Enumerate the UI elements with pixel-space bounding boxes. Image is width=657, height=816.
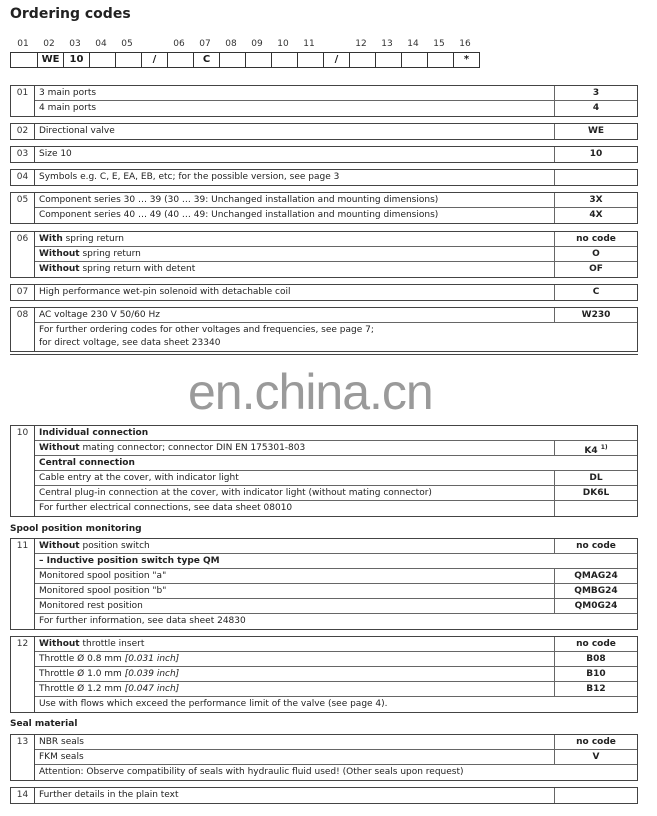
code-value [554,599,637,613]
block-number: 14 [11,788,35,803]
code-value [554,147,637,162]
row-description [39,652,179,666]
code-cell: WE [37,53,63,67]
code-row [35,285,637,300]
description-text: Size 10 [39,149,72,159]
code-text: 10 [589,149,603,159]
code-cell [427,53,453,67]
block-number: 08 [11,308,35,351]
code-block-07 [10,284,638,301]
row-description [39,750,84,764]
row-description [39,637,144,651]
code-row [35,456,637,471]
row-description [39,124,115,138]
emphasis-text: Without [39,541,80,551]
description-text: throttle insert [79,639,145,649]
code-text: OF [589,264,603,274]
inch-value: [0.039 inch] [124,669,180,679]
row-description [39,147,72,161]
code-text: WE [587,126,605,136]
code-block-06 [10,231,638,278]
row-description [39,554,220,568]
code-row [35,569,637,584]
code-text: 4 [592,103,600,113]
block-number: 10 [11,426,35,516]
code-cell [89,53,115,67]
description-text: Throttle Ø 1.0 mm [39,669,125,679]
code-value [554,652,637,666]
code-text: no code [576,737,616,747]
code-cell [349,53,375,67]
code-row [35,170,637,185]
row-description [39,441,305,455]
code-row [35,232,637,247]
row-description [39,247,141,261]
code-row [35,599,637,614]
description-text: For further information, see data sheet 24830 [39,616,246,626]
row-description [39,682,179,696]
description-text: spring return [62,234,124,244]
code-row [35,426,637,441]
code-text: DK6L [582,488,610,498]
code-row [35,441,637,456]
description-text: Further details in the plain text [39,790,179,800]
ordering-code-grid [10,52,480,68]
code-cell [271,53,297,67]
description-text: Attention: Observe compatibility of seals with hydraulic fluid used! (Other seals upon request) [39,767,464,777]
row-description [39,456,135,470]
code-text: B12 [586,684,606,694]
code-text: QMAG24 [574,571,618,581]
position-number: 01 [17,39,29,49]
position-number: 10 [277,39,289,49]
row-heading: Individual connection [39,428,149,438]
block-number: 02 [11,124,35,139]
code-row [35,323,637,351]
position-number: 11 [303,39,315,49]
code-value [554,170,637,185]
code-row [35,697,637,712]
code-value [554,232,637,246]
position-number: 03 [69,39,81,49]
block-number: 03 [11,147,35,162]
code-value [554,124,637,139]
code-text: 3 [592,88,600,98]
code-value [554,101,637,116]
code-value [554,539,637,553]
row-description [39,667,179,681]
code-text: V [592,752,600,762]
description-text: spring return with detent [79,264,196,274]
watermark-text: en.china.cn [188,364,433,420]
code-block-08 [10,307,638,352]
code-value [554,750,637,764]
code-text: B08 [586,654,606,664]
code-block-03 [10,146,638,163]
code-value [554,788,637,803]
position-number: 16 [459,39,471,49]
code-value [554,308,637,322]
code-value [554,667,637,681]
code-block-10 [10,425,638,517]
code-text: no code [576,639,616,649]
code-row [35,788,637,803]
position-number: 08 [225,39,237,49]
code-row [35,614,637,629]
description-text: Central plug-in connection at the cover, with indicator light (without mating connector) [39,488,432,498]
code-text: O [592,249,600,259]
code-row [35,486,637,501]
code-value [554,486,637,500]
code-cell: / [323,53,349,67]
code-block-04 [10,169,638,186]
code-block-01 [10,85,638,117]
row-description [39,539,150,553]
watermark [0,355,657,425]
row-description [39,170,339,184]
code-value [554,471,637,485]
code-value [554,247,637,261]
row-description [39,426,148,440]
code-value [554,584,637,598]
code-block-14 [10,787,638,804]
row-heading: Central connection [39,458,135,468]
row-description [39,86,96,100]
code-text: W230 [581,310,611,320]
row-description [39,285,291,299]
block-number: 04 [11,170,35,185]
row-description [39,788,179,802]
code-row [35,750,637,765]
code-text: 4X [589,210,603,220]
code-value [554,193,637,207]
description-text: For further ordering codes for other voltages and frequencies, see page 7; [39,325,374,335]
block-number: 05 [11,193,35,223]
block-number: 12 [11,637,35,712]
row-heading: – Inductive position switch type QM [39,556,220,566]
code-block-11 [10,538,638,630]
row-description [39,735,84,749]
code-value [554,501,637,516]
description-text: Throttle Ø 1.2 mm [39,684,125,694]
code-row [35,147,637,162]
position-number: 15 [433,39,445,49]
row-description [39,765,464,779]
code-value [554,637,637,651]
position-number: 07 [199,39,211,49]
code-row [35,667,637,682]
description-text: 4 main ports [39,103,97,113]
position-number: 12 [355,39,367,49]
code-position-numbers [10,39,478,51]
description-text: Directional valve [39,126,115,136]
emphasis-text: Without [39,249,80,259]
code-value [554,441,637,455]
description-text: mating connector; connector DIN EN 175301-803 [79,443,306,453]
code-value [554,262,637,277]
code-row [35,765,637,780]
emphasis-text: Without [39,443,80,453]
code-row [35,652,637,667]
code-text: DL [589,473,603,483]
code-row [35,584,637,599]
description-text: Component series 30 … 39 (30 … 39: Unchanged installation and mounting dimensions) [39,195,439,205]
code-row [35,637,637,652]
code-row [35,208,637,223]
code-text: no code [576,234,616,244]
page-title: Ordering codes [10,6,131,22]
code-cell [11,53,37,67]
code-cell: 10 [63,53,89,67]
code-row [35,101,637,116]
code-cell [115,53,141,67]
block-number: 07 [11,285,35,300]
row-description [39,569,166,583]
code-row [35,735,637,750]
row-description [39,584,166,598]
code-cell [375,53,401,67]
description-text: High performance wet-pin solenoid with detachable coil [39,287,291,297]
description-text: position switch [79,541,150,551]
code-text: B10 [586,669,606,679]
section-label-seal-material: Seal material [10,719,78,729]
row-description [39,308,160,322]
emphasis-text: With [39,234,63,244]
row-description [39,193,438,207]
description-text-line2: for direct voltage, see data sheet 23340 [39,338,221,348]
code-cell [245,53,271,67]
code-block-05 [10,192,638,224]
code-block-02 [10,123,638,140]
code-row [35,124,637,139]
code-row [35,539,637,554]
description-text: Component series 40 … 49 (40 … 49: Unchanged installation and mounting dimensions) [39,210,439,220]
block-number: 06 [11,232,35,277]
row-description [39,324,374,350]
inch-value: [0.047 inch] [124,684,180,694]
code-row [35,554,637,569]
position-number: 04 [95,39,107,49]
block-number: 13 [11,735,35,780]
row-description [39,471,239,485]
description-text: AC voltage 230 V 50/60 Hz [39,310,160,320]
emphasis-text: Without [39,264,80,274]
row-description [39,501,292,515]
description-text: NBR seals [39,737,84,747]
section-label-spool-monitoring: Spool position monitoring [10,524,142,534]
code-cell: / [141,53,167,67]
code-row [35,247,637,262]
code-row [35,308,637,323]
description-text: Cable entry at the cover, with indicator light [39,473,239,483]
code-text: QM0G24 [574,601,618,611]
position-number: 09 [251,39,263,49]
position-number: 06 [173,39,185,49]
code-text: 3X [589,195,603,205]
code-row [35,262,637,277]
row-description [39,101,96,115]
description-text: 3 main ports [39,88,97,98]
description-text: Monitored rest position [39,601,143,611]
description-text: Monitored spool position "b" [39,586,167,596]
row-description [39,208,438,222]
code-text: K4 [584,446,598,456]
code-row [35,682,637,697]
position-number: 13 [381,39,393,49]
row-description [39,599,143,613]
position-number: 14 [407,39,419,49]
code-value [554,569,637,583]
row-description [39,232,124,246]
code-cell [297,53,323,67]
row-description [39,486,432,500]
footnote-marker: 1) [600,444,608,451]
position-number: 05 [121,39,133,49]
block-number: 11 [11,539,35,629]
code-row [35,86,637,101]
description-text: spring return [79,249,141,259]
code-block-12 [10,636,638,713]
block-number: 01 [11,86,35,116]
code-text: C [592,287,600,297]
code-cell: C [193,53,219,67]
emphasis-text: Without [39,639,80,649]
code-value [554,735,637,749]
code-cell [401,53,427,67]
code-row [35,193,637,208]
row-description [39,614,246,628]
inch-value: [0.031 inch] [124,654,180,664]
description-text: Monitored spool position "a" [39,571,167,581]
description-text: Use with flows which exceed the performance limit of the valve (see page 4). [39,699,388,709]
code-cell [219,53,245,67]
description-text: FKM seals [39,752,84,762]
code-row [35,501,637,516]
row-description [39,697,388,711]
code-value [554,682,637,696]
description-text: Symbols e.g. C, E, EA, EB, etc; for the possible version, see page 3 [39,172,340,182]
code-text: no code [576,541,616,551]
code-text: QMBG24 [574,586,618,596]
description-text: For further electrical connections, see data sheet 08010 [39,503,293,513]
code-block-13 [10,734,638,781]
code-cell: * [453,53,479,67]
code-row [35,471,637,486]
code-value [554,208,637,223]
code-value [554,285,637,300]
row-description [39,262,195,276]
description-text: Throttle Ø 0.8 mm [39,654,125,664]
code-value [554,86,637,100]
position-number: 02 [43,39,55,49]
code-cell [167,53,193,67]
